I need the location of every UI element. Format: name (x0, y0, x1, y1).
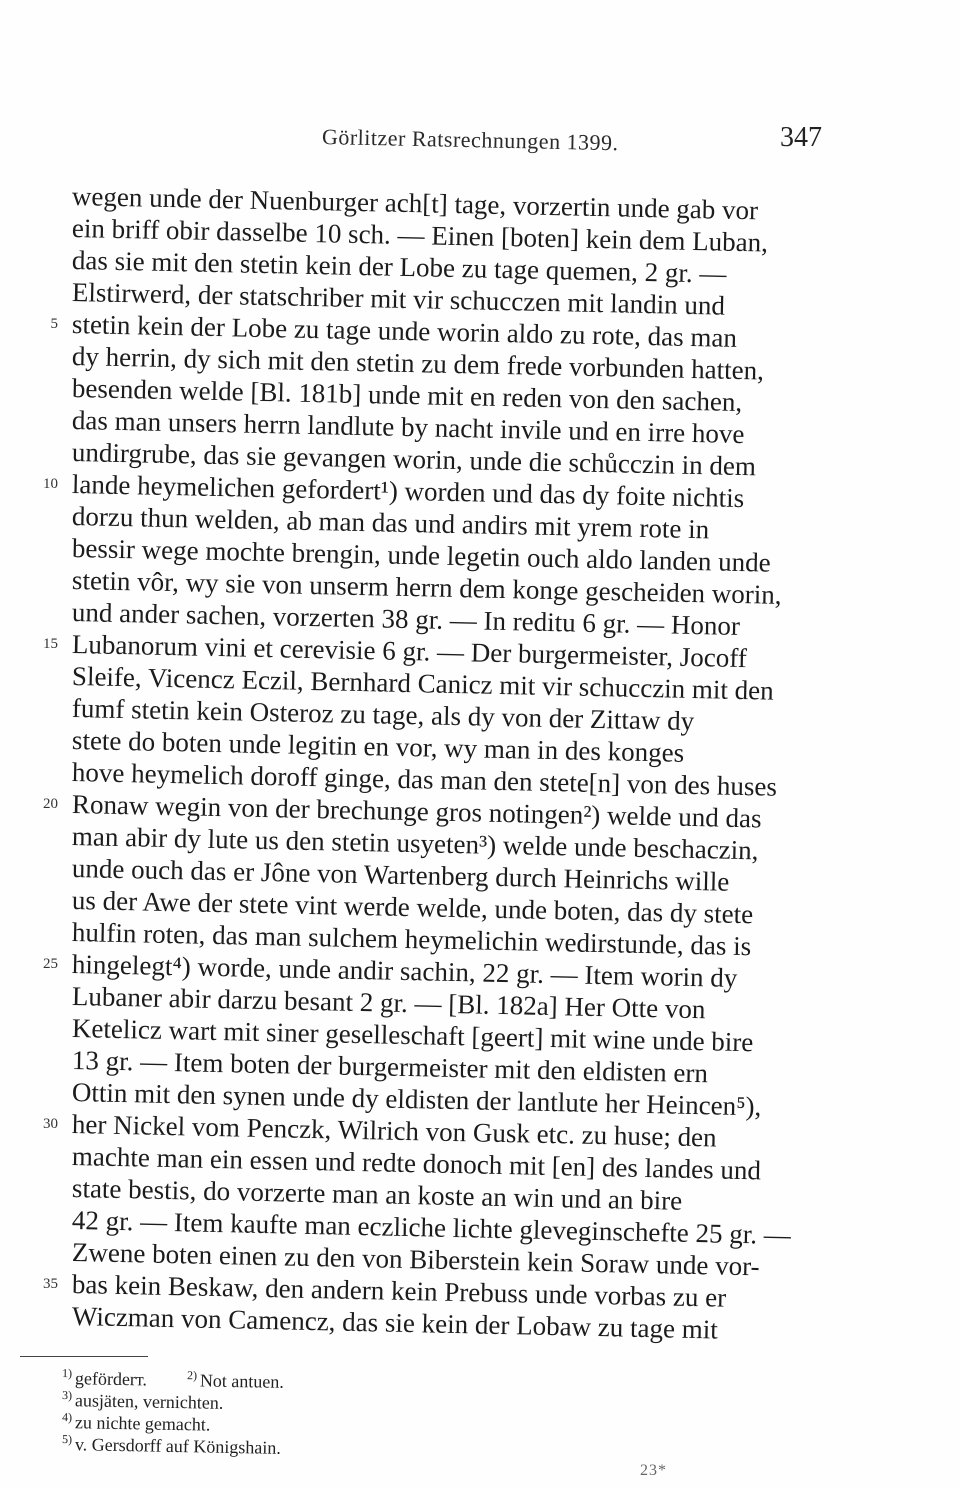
text-line: Ketelicz wart mit siner geselleschaft [geert] mit wine unde bire (71, 1013, 754, 1058)
text-line: dy herrin, dy sich mit den stetin zu dem frede vorbunden hatten, (71, 341, 765, 386)
footnote-marker: 2) (186, 1368, 198, 1383)
footnote-text: Not antuen. (199, 1370, 285, 1392)
text-line: 42 gr. — Item kaufte man eczliche lichte gleveginschefte 25 gr. — (71, 1205, 792, 1251)
text-line: Lubanorum vini et cerevisie 6 gr. — Der burgermeister, Jocoff (71, 629, 748, 674)
text-line: her Nickel vom Penczk, Wilrich von Gusk etc. zu huse; den (71, 1109, 717, 1153)
text-line: Lubaner abir darzu besant 2 gr. — [Bl. 182a] Her Otte von (71, 981, 706, 1025)
text-line: bas kein Beskaw, den andern kein Prebuss unde vorbas zu er (71, 1269, 727, 1313)
footnote-text: ausjäten, vernichten. (74, 1390, 224, 1413)
text-line: Sleife, Vicencz Eczil, Bernhard Canicz mit vir schucczin mit den (71, 661, 775, 706)
line-number: 25 (43, 956, 58, 972)
footnote-marker: 5) (61, 1432, 73, 1447)
text-line: Wiczman von Camencz, das sie kein der Lobaw zu tage mit (71, 1301, 719, 1345)
text-line: unde ouch das er Jône von Wartenberg durch Heinrichs wille (71, 853, 730, 897)
text-line: Ronaw wegin von der brechunge gros notingen²) welde und das (71, 789, 762, 834)
page-header (0, 122, 960, 162)
text-line: das man unsers herrn landlute by nacht invile und en irre hove (71, 405, 745, 450)
footnote-marker: 4) (61, 1410, 73, 1425)
text-line: wegen unde der Nuenburger ach[t] tage, vorzertin unde gab vor (71, 181, 759, 226)
text-line: us der Awe der stete vint werde welde, unde boten, das dy stete (71, 885, 754, 930)
text-line: bessir wege mochte brengin, unde legetin ouch aldo landen unde (71, 533, 771, 578)
text-line: man abir dy lute us den stetin usyeten³) welde unde beschaczin, (71, 821, 759, 866)
text-line: besenden welde [Bl. 181b] unde mit en reden von den sachen, (71, 373, 743, 418)
footnote-divider (20, 1356, 148, 1357)
text-line: machte man ein essen und redte donoch mit [en] des landes und (71, 1141, 762, 1186)
printer-signature: 23* (640, 1462, 667, 1479)
text-line: das sie mit den stetin kein der Lobe zu tage quemen, 2 gr. — (71, 245, 727, 289)
text-line: hove heymelich doroff ginge, das man den stete[n] von des huses (71, 757, 778, 802)
footnote-text: zu nichte gemacht. (74, 1412, 211, 1435)
footnote-marker: 3) (61, 1388, 73, 1403)
text-line: fumf stetin kein Osteroz zu tage, als dy von der Zittaw dy (71, 693, 695, 737)
line-number: 30 (43, 1116, 58, 1132)
line-number: 10 (43, 476, 58, 492)
text-line: state bestis, do vorzerte man an koste an win und an bire (71, 1173, 683, 1216)
line-number: 35 (43, 1276, 58, 1292)
footnote-text: geförderт. (74, 1368, 148, 1390)
text-line: und ander sachen, vorzerten 38 gr. — In reditu 6 gr. — Honor (71, 597, 741, 641)
line-number: 5 (50, 316, 58, 332)
text-line: undirgrube, das sie gevangen worin, unde die schůcczin in dem (71, 437, 757, 482)
text-line: Ottin mit den synen unde dy eldisten der lantlute her Heincen⁵), (71, 1077, 762, 1122)
footnote-text: v. Gersdorff auf Königshain. (74, 1434, 282, 1458)
text-line: dorzu thun welden, ab man das und andirs mit yrem rote in (71, 501, 710, 545)
footnote-marker: 1) (61, 1366, 73, 1381)
text-line: 13 gr. — Item boten der burgermeister mit den eldisten ern (71, 1045, 709, 1089)
text-line: ein briff obir dasselbe 10 sch. — Einen [boten] kein dem Luban, (71, 213, 769, 258)
line-number: 20 (43, 796, 58, 812)
text-line: hulfin roten, das man sulchem heymelichin wedirstunde, das is (71, 917, 752, 962)
text-line: lande heymelichen gefordert¹) worden und das dy foite nichtis (71, 469, 745, 514)
text-line: stetin vôr, wy sie von unserm herrn dem konge gescheiden worin, (71, 565, 782, 610)
page-number: 347 (780, 122, 822, 153)
text-line: stetin kein der Lobe zu tage unde worin aldo zu rote, das man (71, 309, 738, 353)
text-line: Zwene boten einen zu den von Biberstein kein Soraw unde vor- (71, 1237, 760, 1282)
text-line: stete do boten unde legitin en vor, wy man in des konges (71, 725, 685, 768)
line-number: 15 (43, 636, 58, 652)
text-line: Elstirwerd, der statschriber mit vir schucczen mit landin und (71, 277, 726, 321)
running-title: Görlitzer Ratsrechnungen 1399. (321, 124, 619, 156)
text-line: hingelegt⁴) worde, unde andir sachin, 22 gr. — Item worin dy (71, 949, 738, 993)
